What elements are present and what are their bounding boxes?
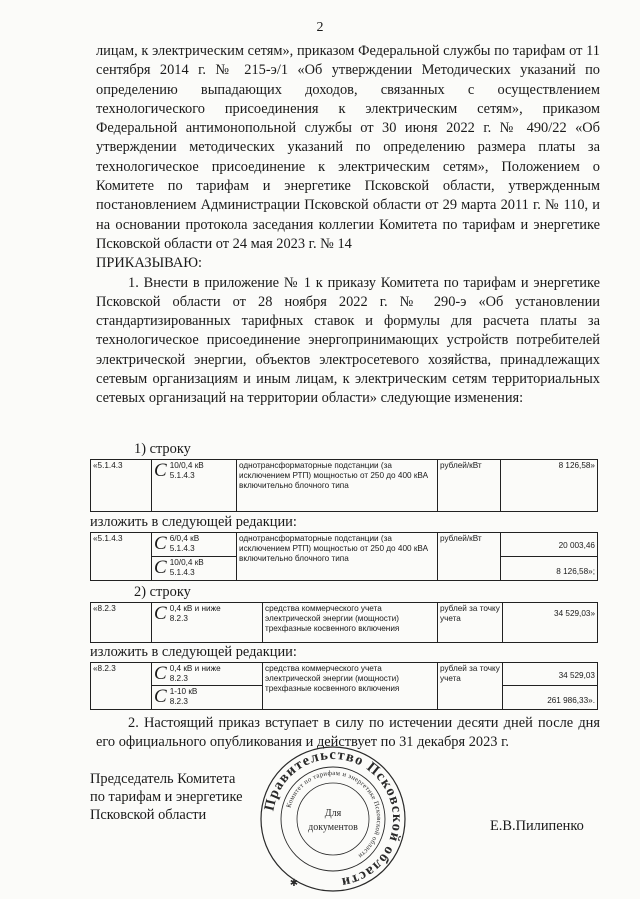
voltage-level: 10/0,4 кВ (169, 558, 204, 567)
star-icon: ✱ (289, 878, 299, 889)
label-row-2: 2) строку (134, 584, 191, 600)
table-desc-cell: однотрансформаторные подстанции (за исключением РТП) мощностью от 250 до 400 кВА включительно блочного типа (237, 460, 438, 512)
c-symbol: C (154, 533, 167, 554)
c-symbol: C (154, 557, 167, 578)
seal-center-line2: документов (308, 822, 358, 833)
signature-title-line3: Псковской области (90, 807, 207, 823)
voltage-level: 0,4 кВ и ниже (169, 604, 221, 613)
voltage-level: 0,4 кВ и ниже (169, 664, 221, 673)
table-value-cell: 34 529,03 (503, 663, 598, 686)
label-new-2: изложить в следующей редакции: (90, 644, 297, 660)
preamble-paragraph: лицам, к электрическим сетям», приказом Федеральной службы по тарифам от 11 сентября 2014 г. № 215-э/1 «Об утверждении Методических указаний по определению выпадающих доходов, связанных с осуществлением технологического присоединения к электрическим сетям», приказом Федеральной антимонопольной службы от 30 июня 2022 г. № 490/22 «Об утверждении методических указаний по определению размера платы за технологическое присоединение к электрическим сетям», Положением о Комитете по тарифам и энергетике Псковской области, утвержденным постановлением Администрации Псковской области от 29 марта 2011 г. № 110, и на основании протокола заседания коллегии Комитета по тарифам и энергетике Псковской области от 24 мая 2023 г. № 14 (96, 43, 600, 252)
page-number: 2 (316, 20, 324, 35)
voltage-level: 6/0,4 кВ (169, 534, 200, 543)
seal-center-line1: Для (324, 808, 342, 819)
c-symbol: C (154, 460, 167, 481)
c-symbol: C (154, 663, 167, 684)
table-unit-cell: рублей за точку учета (438, 603, 503, 643)
table-row-2-old (90, 602, 598, 643)
table-code-cell: «8.2.3 (91, 603, 152, 643)
table-desc-cell: средства коммерческого учета электрической энергии (мощности) трехфазные косвенного включения (263, 603, 438, 643)
seal-inner-text: Комитет по тарифам и энергетике Псковской области (285, 769, 383, 860)
item-1-paragraph: 1. Внести в приложение № 1 к приказу Комитета по тарифам и энергетике Псковской области от 28 ноября 2022 г. № 290-э «Об установлении стандартизированных тарифных ставок и формулы для расчета платы за технологическое присоединение энергопринимающих устройств потребителей электрической энергии, объектов электросетевого хозяйства, принадлежащих сетевым организациям и иным лицам, к электрическим сетям территориальных сетевых организаций на территории области» следующие изменения: (96, 274, 600, 407)
table-desc-cell: однотрансформаторные подстанции (за исключением РТП) мощностью от 250 до 400 кВА включительно блочного типа (237, 533, 438, 581)
table-voltage-cell (152, 533, 237, 557)
label-row-1: 1) строку (134, 441, 191, 457)
signature-title-line2: по тарифам и энергетике (90, 789, 243, 805)
table-voltage-cell (152, 686, 263, 710)
table-unit-cell: рублей/кВт (438, 533, 501, 581)
voltage-level: 1-10 кВ (169, 687, 198, 696)
voltage-sub-code: 5.1.4.3 (169, 568, 195, 577)
table-voltage-cell (152, 663, 263, 686)
table-row-1-old (90, 459, 598, 512)
item-2-paragraph: 2. Настоящий приказ вступает в силу по истечении десяти дней после дня его официального опубликования и действует по 31 декабря 2023 г. (96, 715, 600, 751)
table-voltage-cell (152, 557, 237, 581)
c-symbol: C (154, 603, 167, 624)
prikazyvayu-heading: ПРИКАЗЫВАЮ: (96, 255, 203, 272)
c-symbol: C (154, 686, 167, 707)
table-voltage-cell (152, 603, 263, 643)
label-new-1: изложить в следующей редакции: (90, 514, 297, 530)
table-value-cell: 34 529,03» (503, 603, 598, 643)
table-row-2-new (90, 662, 598, 710)
official-seal (258, 744, 408, 894)
table-unit-cell: рублей/кВт (438, 460, 501, 512)
table-row-1-new (90, 532, 598, 581)
table-code-cell: «5.1.4.3 (91, 533, 152, 581)
voltage-sub-code: 5.1.4.3 (169, 471, 195, 480)
table-code-cell: «8.2.3 (91, 663, 152, 710)
signature-title-line1: Председатель Комитета (90, 771, 236, 787)
seal-outer-text: Правительство Псковской области (261, 746, 406, 891)
table-value-cell: 261 986,33». (503, 686, 598, 710)
table-value-cell: 8 126,58» (501, 460, 598, 512)
table-voltage-cell (152, 460, 237, 512)
table-code-cell: «5.1.4.3 (91, 460, 152, 512)
voltage-sub-code: 5.1.4.3 (169, 544, 195, 553)
order-body (96, 42, 600, 409)
table-value-cell: 8 126,58»; (501, 557, 598, 581)
voltage-sub-code: 8.2.3 (169, 614, 188, 623)
voltage-sub-code: 8.2.3 (169, 674, 188, 683)
voltage-level: 10/0,4 кВ (169, 461, 204, 470)
table-desc-cell: средства коммерческого учета электрической энергии (мощности) трехфазные косвенного включения (263, 663, 438, 710)
signatory-name: Е.В.Пилипенко (490, 818, 584, 834)
signature-block (90, 770, 243, 824)
voltage-sub-code: 8.2.3 (169, 697, 188, 706)
table-value-cell: 20 003,46 (501, 533, 598, 557)
table-unit-cell: рублей за точку учета (438, 663, 503, 710)
